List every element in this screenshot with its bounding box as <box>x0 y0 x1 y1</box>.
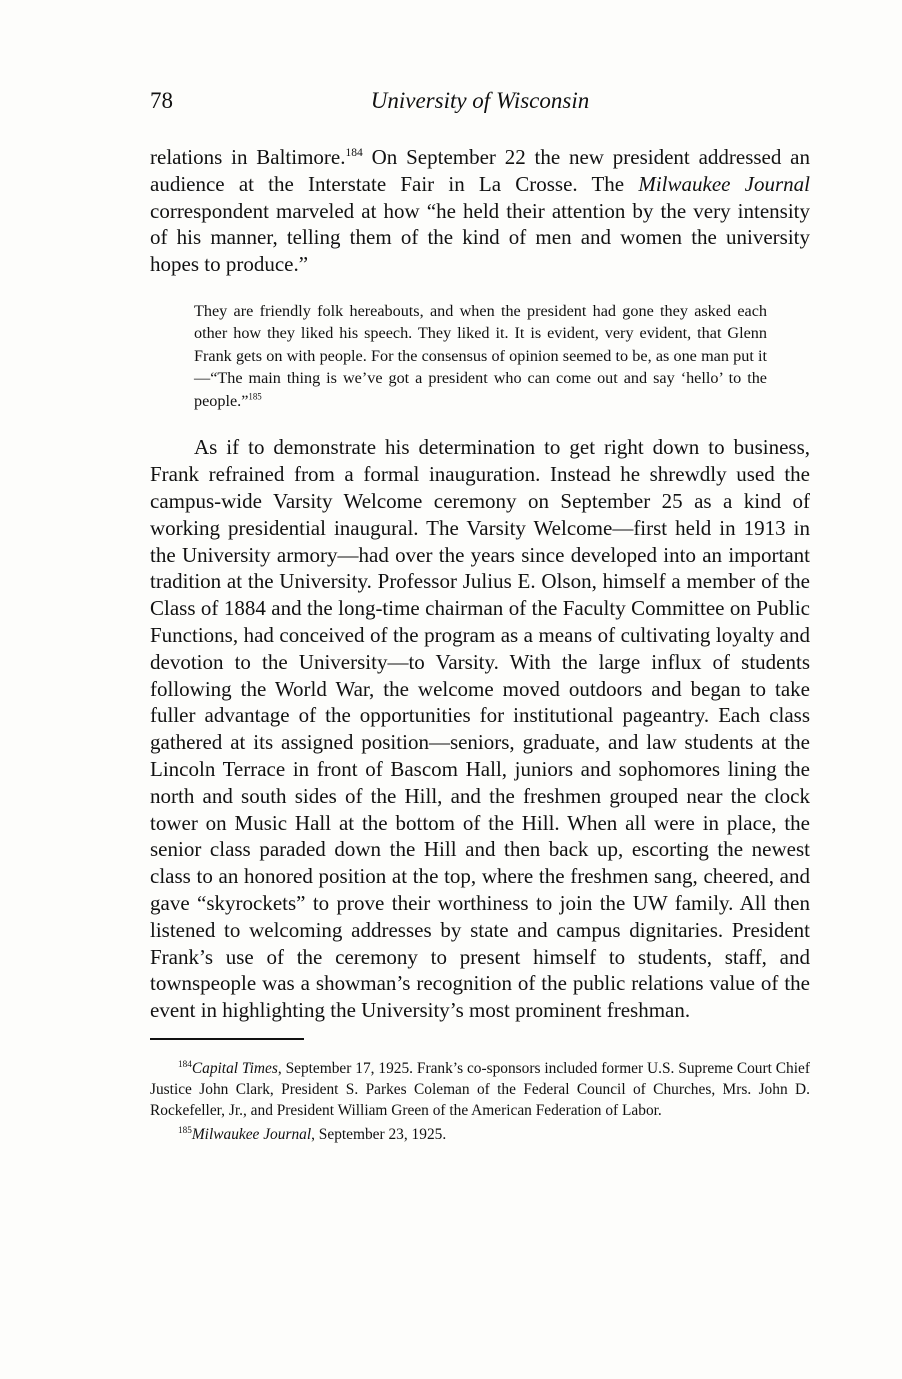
footnote-number: 185 <box>178 1124 192 1135</box>
publication-title: Milwaukee Journal <box>638 171 810 196</box>
footnote-source: Milwaukee Journal <box>191 1126 312 1144</box>
page-header <box>150 88 810 128</box>
paragraph-1-text-end: correspondent marveled at how “he held their attention by the very intensity of his manner, telling them of the kind of men and women the university hopes to produce.” <box>150 198 810 277</box>
footnote-184 <box>150 1058 810 1121</box>
footnote-divider <box>150 1038 304 1040</box>
book-page <box>150 88 810 1145</box>
footnote-ref-184: 184 <box>345 147 363 159</box>
footnote-number: 184 <box>178 1058 192 1069</box>
footnote-text: , September 17, 1925. Frank’s co-sponsors included former U.S. Supreme Court Chief Justice John Clark, President S. Parkes Coleman of the Federal Council of Churches, Mrs. John D. Rockefeller, Jr., and President William Green of the American Federation of Labor. <box>150 1060 810 1120</box>
footnote-ref-185: 185 <box>248 391 262 402</box>
body-paragraph-1 <box>150 144 810 278</box>
block-quote <box>194 300 767 413</box>
paragraph-1-text-middle: On September 22 the new president addressed an audience at the Interstate Fair in La Crosse. The <box>150 145 810 196</box>
footnote-source: Capital Times <box>191 1060 278 1078</box>
footnote-text: , September 23, 1925. <box>311 1126 447 1144</box>
page-number: 78 <box>150 88 173 113</box>
footnote-185 <box>150 1124 810 1145</box>
running-title: University of Wisconsin <box>370 88 590 113</box>
body-paragraph-2: As if to demonstrate his determination to get right down to business, Frank refrained from a formal inauguration. Instead he shrewdly used the campus-wide Varsity Welcome ceremony on September 25 as a kind of working presidential inaugural. The Varsity Welcome—first held in 1913 in the University armory—had over the years since developed into an important tradition at the University. Professor Julius E. Olson, himself a member of the Class of 1884 and the long-time chairman of the Faculty Committee on Public Functions, had conceived of the program as a means of cultivating loyalty and devotion to the University—to Varsity. With the large influx of students following the World War, the welcome moved outdoors and began to take fuller advantage of the opportunities for institutional pageantry. Each class gathered at its assigned position—seniors, graduate, and law students at the Lincoln Terrace in front of Bascom Hall, juniors and sophomores lining the north and south sides of the Hill, and the freshmen grouped near the clock tower on Music Hall at the bottom of the Hill. When all were in place, the senior class paraded down the Hill and then back up, escorting the newest class to an honored position at the top, where the freshmen sang, cheered, and gave “skyrockets” to prove their worthiness to join the UW family. All then listened to welcoming addresses by state and campus dignitaries. President Frank’s use of the ceremony to present himself to students, staff, and townspeople was a showman’s recognition of the public relations value of the event in highlighting the University’s most prominent freshman. <box>150 435 810 1023</box>
block-quote-text: They are friendly folk hereabouts, and when the president had gone they asked each other how they liked his speech. They liked it. It is evident, very evident, that Glenn Frank gets on with people. For the consensus of opinion seemed to be, as one man put it—“The main thing is we’ve got a president who can come out and say ‘hello’ to the people.” <box>194 301 767 410</box>
paragraph-1-text-start: relations in Baltimore. <box>150 145 346 169</box>
footnotes <box>150 1058 810 1145</box>
